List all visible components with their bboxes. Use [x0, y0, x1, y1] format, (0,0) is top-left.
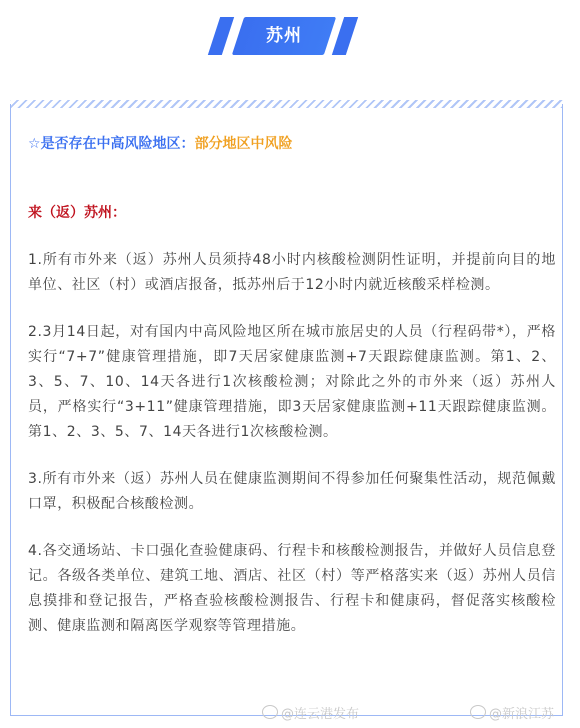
paragraph-2: 2.3月14日起，对有国内中高风险地区所在城市旅居史的人员（行程码带*），严格实行“7+7”健康管理措施，即7天居家健康监测+7天跟踪健康监测。第1、2、3、5、7、10、14天各进行1次核酸检测；对除此之外的市外来（返）苏州人员，严格实行“3+11”健康管理措施，即3天居家健康监测+11天跟踪健康监测。第1、2、3、5、7、14天各进行1次核酸检测。 [28, 324, 556, 440]
city-title: 苏州 [266, 26, 302, 46]
header [0, 0, 580, 80]
content [28, 132, 556, 639]
star-icon: ☆ [28, 136, 41, 152]
watermark-1 [262, 703, 359, 722]
paragraph-4: 4.各交通场站、卡口强化查验健康码、行程卡和核酸检测报告，并做好人员信息登记。各级各类单位、建筑工地、酒店、社区（村）等严格落实来（返）苏州人员信息摸排和登记报告，严格查验核酸检测报告、行程卡和健康码，督促落实核酸检测、健康监测和隔离医学观察等管理措施。 [28, 543, 556, 634]
watermark-1-text: @连云港发布 [281, 707, 360, 722]
watermark-2 [470, 703, 554, 722]
risk-value: 部分地区中风险 [194, 136, 293, 152]
weibo-icon [470, 705, 486, 719]
section-title: 来（返）苏州： [28, 205, 126, 221]
badge-stripe-right [332, 17, 358, 55]
paragraph-3: 3.所有市外来（返）苏州人员在健康监测期间不得参加任何聚集性活动，规范佩戴口罩，积极配合核酸检测。 [28, 471, 556, 512]
risk-status [28, 132, 556, 157]
weibo-icon [262, 705, 278, 719]
risk-label: 是否存在中高风险地区： [40, 136, 195, 152]
badge-stripe-left [208, 17, 234, 55]
watermark-2-text: @新浪江苏 [489, 707, 555, 722]
paragraph-1: 1.所有市外来（返）苏州人员须持48小时内核酸检测阴性证明，并提前向目的地单位、社区（村）或酒店报备，抵苏州后于12小时内就近核酸采样检测。 [28, 252, 556, 293]
